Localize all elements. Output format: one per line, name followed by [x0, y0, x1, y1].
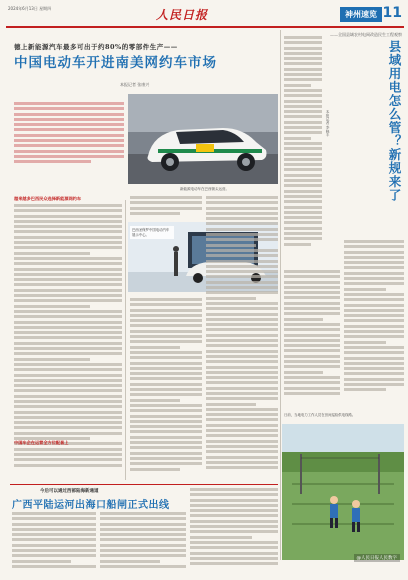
showroom-photo-caption: 巴西圣保罗中国电动汽车展示中心。 — [130, 226, 174, 239]
main-headline: 中国电动车开进南美网约车市场 — [14, 55, 217, 71]
main-byline: 本报记者 张康兴 — [120, 82, 150, 87]
right-kicker: ——全国县域农村电网改造民生工程观察 — [330, 32, 402, 37]
bottom-kicker: 今后可以通过西部陆海新通道 — [40, 489, 99, 494]
bottom-body-col-3 — [190, 488, 278, 572]
main-body-col-2 — [130, 298, 202, 478]
right-body-col-1 — [284, 36, 322, 266]
electric-car-photo — [128, 94, 278, 184]
right-column-divider — [280, 30, 281, 560]
masthead — [6, 4, 404, 28]
main-lede — [14, 102, 124, 184]
newspaper-logo: 人民日报 — [156, 8, 209, 22]
main-photo-caption: 新能源电动车在巴西街头运营。 — [180, 187, 229, 191]
bottom-body-col-1 — [12, 512, 96, 572]
bottom-rule — [10, 484, 278, 485]
section-badge: 神州速览 — [340, 7, 382, 22]
main-subhead-2: 中国车企在运营全方位配套上 — [14, 440, 69, 445]
right-body-col-2 — [284, 270, 340, 408]
issue-date: 2024年6月13日 星期四 — [8, 6, 52, 11]
right-headline: 县域用电怎么管？新规来了 — [387, 40, 402, 202]
watermark: @人民日报人民数字 — [354, 554, 401, 562]
main-kicker: 德上新能源汽车最多可出于约80%的零部件生产—— — [14, 43, 178, 51]
right-byline: 本报记者 李晓丰 — [326, 110, 330, 137]
right-body-col-3 — [344, 240, 404, 408]
field-workers-photo — [282, 424, 404, 560]
main-subhead: 越来越多巴西民众选择新能源网约车 — [14, 196, 82, 201]
column-divider — [125, 200, 126, 480]
field-photo-caption: 日前，当地电力工作人员在田间巡检供电线路。 — [284, 413, 356, 417]
main-body-col-2-top — [130, 196, 202, 218]
main-body-col-1 — [14, 204, 122, 474]
page-number: 11 — [382, 5, 402, 21]
bottom-body-col-2 — [100, 512, 186, 572]
main-body-col-3 — [206, 196, 278, 478]
bottom-headline: 广西平陆运河出海口船闸正式出线 — [12, 500, 170, 511]
